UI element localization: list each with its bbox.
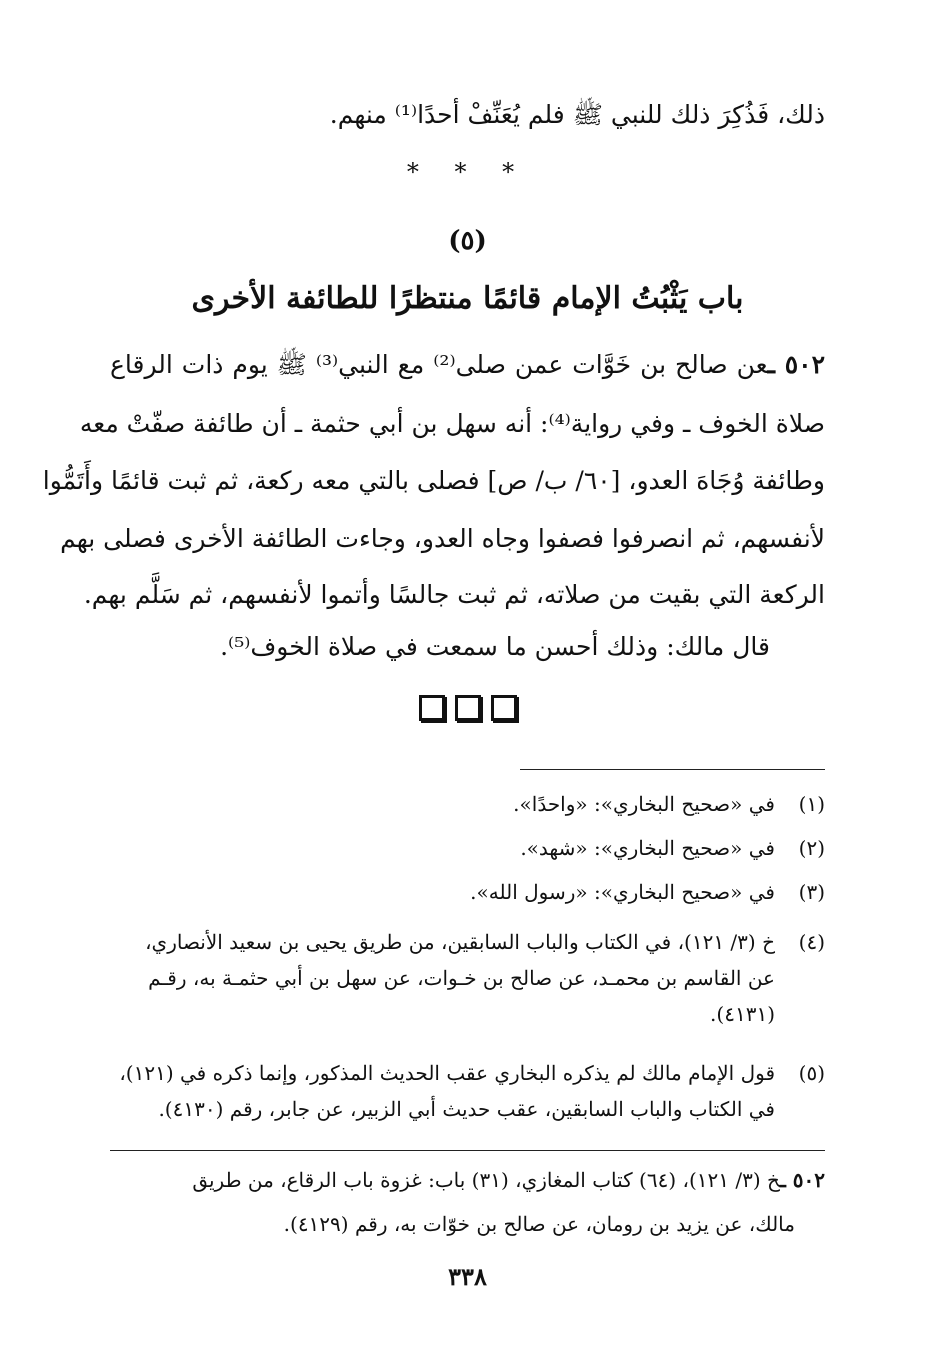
hadith-number: ٥٠٢ ـ (767, 350, 826, 379)
hadith-line-1 (110, 348, 825, 382)
end-square-icon (455, 695, 481, 721)
footnote-text: في «صحيح البخاري»: «واحدًا». (513, 792, 775, 816)
source-divider (110, 1150, 825, 1151)
source-line-2: مالك، عن يزيد بن رومان، عن صالح بن خوّات به، رقم (٤١٢٩). (283, 1212, 795, 1236)
source-line-1 (110, 1162, 825, 1198)
footnote-number: (١) (798, 792, 825, 816)
footnote-text: قول الإمام مالك لم يذكره البخاري عقب الحديث المذكور، وإنما ذكره في (١٢١)، (119, 1061, 775, 1085)
source-text: خ (٣/ ١٢١)، (٦٤) كتاب المغازي، (٣١) باب: غزوة باب الرقاع، من طريق (192, 1168, 780, 1192)
chapter-title: باب يَثْبُتُ الإمام قائمًا منتظرًا للطائفة الأخرى (191, 281, 744, 316)
footnote-divider (520, 769, 825, 770)
section-separator: * * * (406, 158, 529, 186)
footnote-number: (٤) (798, 930, 825, 954)
footnote-text: في الكتاب والباب السابقين، عقب حديث أبي الزبير، عن جابر، رقم (٤١٣٠). (158, 1097, 775, 1121)
footnote-text: في «صحيح البخاري»: «شهد». (520, 836, 775, 860)
footnote-text: خ (٣/ ١٢١)، في الكتاب والباب السابقين، من طريق يحيى بن سعيد الأنصاري، (145, 930, 775, 954)
footnote-number: (٥) (798, 1061, 825, 1085)
section-end-marks (110, 695, 825, 721)
chapter-number: (٥) (448, 226, 487, 256)
footnote-number: (٣) (798, 880, 825, 904)
hadith-line-5: الركعة التي بقيت من صلاته، ثم ثبت جالسًا وأتموا لأنفسهم، ثم سَلَّم بهم. (83, 580, 825, 609)
page-number: ٣٣٨ (448, 1262, 487, 1291)
hadith-text: عن صالح بن خَوَّات عمن صلى⁽²⁾ مع النبي⁽³⁾ ﷺ يوم ذات الرقاع (110, 350, 768, 379)
source-number: ٥٠٢ ـ (779, 1168, 825, 1192)
book-page (42, 0, 826, 1369)
hadith-line-2: صلاة الخوف ـ وفي رواية⁽⁴⁾: أنه سهل بن أبي حثمة ـ أن طائفة صفّتْ معه (79, 409, 825, 438)
end-square-icon (419, 695, 445, 721)
continuation-line: ذلك، فَذُكِرَ ذلك للنبي ﷺ فلم يُعَنِّفْ أحدًا⁽¹⁾ منهم. (329, 100, 825, 129)
footnote-text: في «صحيح البخاري»: «رسول الله». (470, 880, 775, 904)
footnote-text: عن القاسم بن محمـد، عن صالح بن خـوات، عن سهل بن أبي حثمـة به، رقـم (148, 966, 775, 990)
footnote-text: (٤١٣١). (710, 1002, 775, 1026)
end-square-icon (491, 695, 517, 721)
footnote-number: (٢) (798, 836, 825, 860)
malik-quote: قال مالك: وذلك أحسن ما سمعت في صلاة الخوف⁽⁵⁾. (220, 632, 770, 661)
hadith-line-4: لأنفسهم، ثم انصرفوا فصفوا وجاه العدو، وجاءت الطائفة الأخرى فصلى بهم (60, 524, 825, 553)
hadith-line-3: وطائفة وُجَاهَ العدو، [٦٠/ ب/ ص] فصلى بالتي معه ركعة، ثم ثبت قائمًا وأَتَمُّوا (42, 466, 825, 495)
